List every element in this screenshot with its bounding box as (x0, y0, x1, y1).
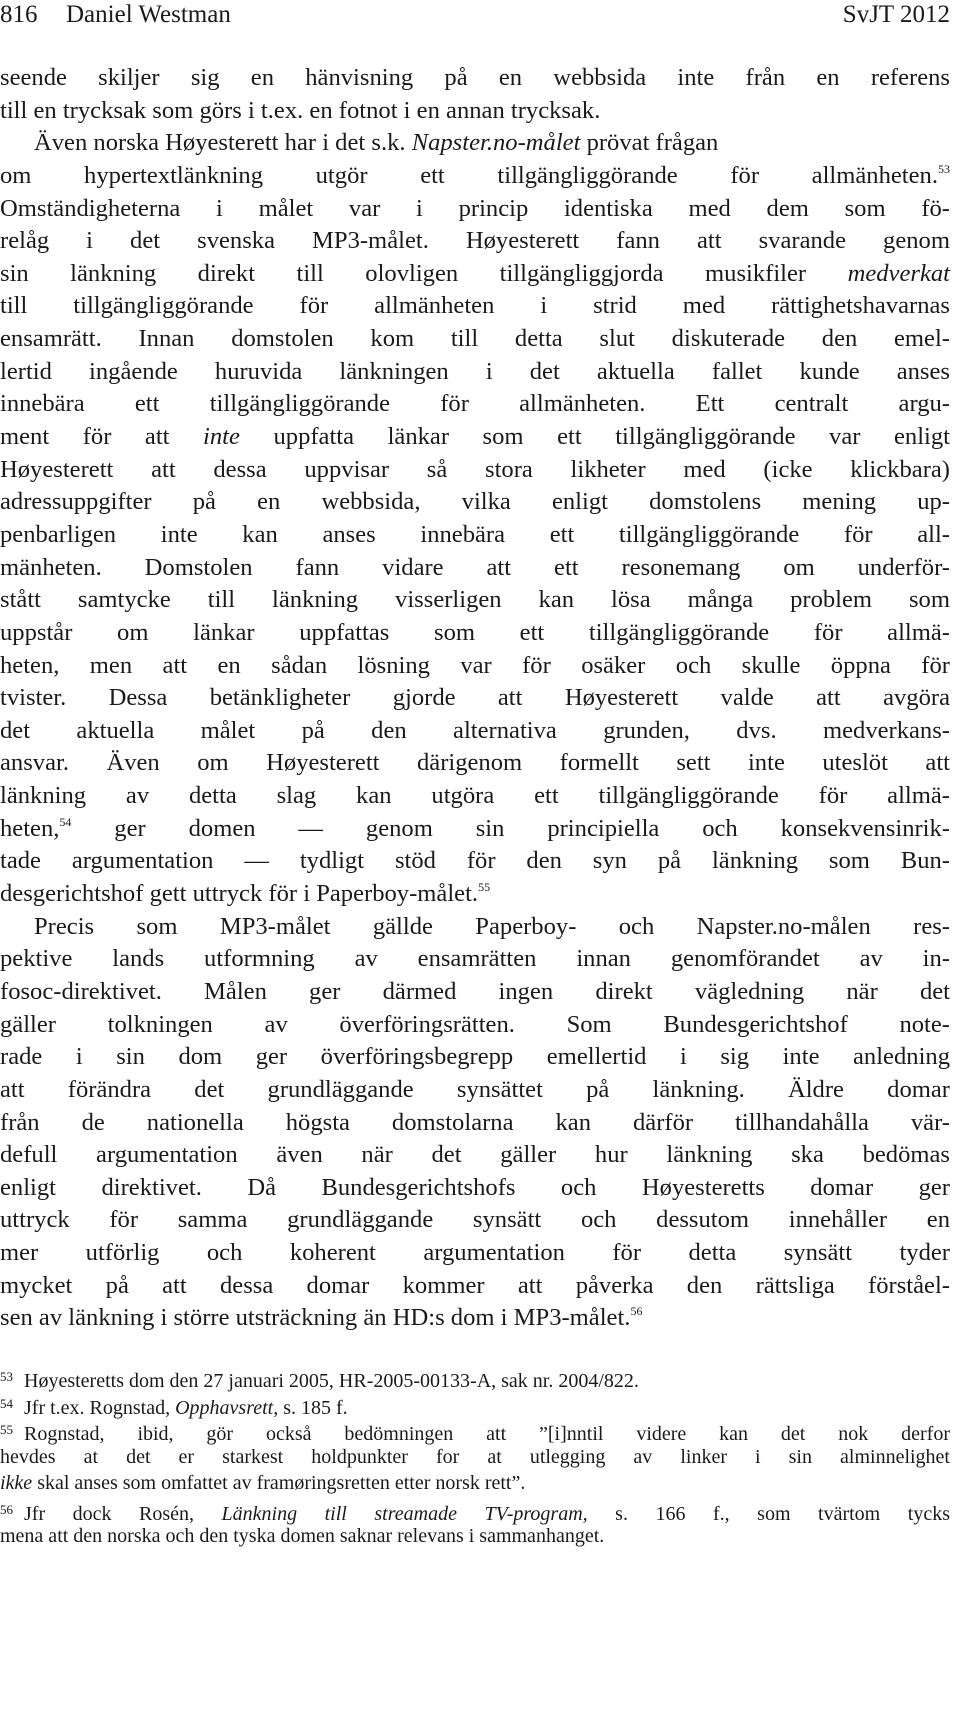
text-line (0, 1107, 950, 1140)
page-header (0, 0, 950, 34)
text-line (0, 650, 950, 683)
text-run: till tillgängliggörande för allmänheten i strid med rättighetshavarnas (0, 292, 950, 320)
text-run: uppfatta länkar som ett tillgängliggörande var enligt (239, 423, 950, 451)
text-line (0, 323, 950, 356)
footnote-ref: 56 (630, 1304, 643, 1319)
text-run: hevdes at det er starkest holdpunkter for at utlegging av linker i sin alminnelighet (0, 1445, 950, 1468)
text-run: mänheten. Domstolen fann vidare att ett resonemang om underför- (0, 553, 950, 581)
text-run: sen av länkning i större utsträckning än HD:s dom i MP3-målet. (0, 1304, 631, 1332)
text-run: innebära ett tillgängliggörande för allmänheten. Ett centralt argu- (0, 390, 950, 418)
text-line (0, 682, 950, 715)
text-line (0, 584, 950, 617)
text-run: Jfr dock Rosén, (24, 1502, 222, 1525)
footnote-ref: 54 (59, 814, 72, 829)
text-line (0, 813, 950, 846)
text-run: det aktuella målet på den alternativa grunden, dvs. medverkans- (0, 716, 950, 744)
footnote-line (0, 1470, 950, 1497)
footnote-number: 54 (0, 1395, 13, 1411)
footnote-line (0, 1391, 950, 1418)
text-run: gäller tolkningen av överföringsrätten. Som Bundesgerichtshof note- (0, 1010, 950, 1038)
italic-text: Länkning till streamade TV-program, (221, 1502, 588, 1525)
text-run: från de nationella högsta domstolarna kan därför tillhandahålla vär- (0, 1108, 950, 1136)
text-run: tvister. Dessa betänkligheter gjorde att Høyesterett valde att avgöra (0, 684, 950, 712)
running-journal: SvJT 2012 (842, 1, 950, 28)
footnotes (0, 1364, 950, 1550)
text-run: ger domen — genom sin principiella och konsekvensinrik- (71, 814, 950, 842)
text-line (0, 1302, 950, 1335)
text-run: heten, (0, 814, 60, 842)
text-run: adressuppgifter på en webbsida, vilka enligt domstolens mening up- (0, 488, 950, 516)
footnote-number: 55 (0, 1422, 13, 1437)
italic-text: inte (203, 423, 240, 451)
italic-text: medverkat (847, 259, 950, 287)
text-run: prövat frågan (580, 129, 719, 157)
footnote-line (0, 1523, 950, 1550)
footnote-line (0, 1444, 950, 1471)
text-run: Precis som MP3-målet gällde Paperboy- och Napster.no-målen res- (34, 912, 950, 940)
text-run: ensamrätt. Innan domstolen kom till detta slut diskuterade den emel- (0, 325, 950, 353)
text-line (0, 1074, 950, 1107)
text-line (0, 1139, 950, 1172)
text-run: stått samtycke till länkning visserligen kan lösa många problem som (0, 586, 950, 614)
text-run: pektive lands utformning av ensamrätten innan genomförandet av in- (0, 945, 950, 973)
text-run: desgerichtshof gett uttryck för i Paperboy-målet. (0, 880, 479, 908)
italic-text: Opphavsrett, (175, 1396, 279, 1419)
text-run: heten, men att en sådan lösning var för osäker och skulle öppna för (0, 651, 950, 679)
text-line (0, 160, 950, 193)
footnote-line (0, 1417, 950, 1444)
footnote-line (0, 1497, 950, 1524)
text-line (0, 780, 950, 813)
text-line (0, 878, 950, 911)
text-line (0, 1270, 950, 1303)
text-run: mena att den norska och den tyska domen saknar relevans i sammanhanget. (0, 1525, 605, 1547)
text-run: fosoc-direktivet. Målen ger därmed ingen direkt vägledning när det (0, 977, 950, 1005)
text-line (0, 62, 950, 95)
text-run: länkning av detta slag kan utgöra ett tillgängliggörande för allmä- (0, 782, 950, 810)
text-run: mer utförlig och koherent argumentation för detta synsätt tyder (0, 1239, 950, 1267)
footnote-ref: 53 (938, 161, 950, 176)
text-line (0, 421, 950, 454)
text-line (0, 127, 950, 160)
text-run: Rognstad, ibid, gör också bedömningen att ”[i]nntil videre kan det nok derfor (24, 1423, 950, 1445)
text-run: seende skiljer sig en hänvisning på en webbsida inte från en referens (0, 64, 950, 91)
text-line (0, 388, 950, 421)
text-run: mycket på att dessa domar kommer att påverka den rättsliga förståel- (0, 1271, 950, 1299)
running-author: Daniel Westman (66, 1, 231, 28)
text-line (0, 356, 950, 389)
text-run: penbarligen inte kan anses innebära ett tillgängliggörande för all- (0, 520, 950, 548)
text-run: lertid ingående huruvida länkningen i det aktuella fallet kunde anses (0, 357, 950, 385)
text-run: s. 185 f. (278, 1396, 348, 1419)
text-run: relåg i det svenska MP3-målet. Høyesterett fann att svarande genom (0, 227, 950, 255)
text-line (0, 1237, 950, 1270)
text-run: Omständigheterna i målet var i princip identiska med dem som fö- (0, 194, 950, 222)
text-line (0, 95, 950, 128)
text-run: s. 166 f., som tvärtom tycks (587, 1502, 950, 1525)
text-line (0, 225, 950, 258)
text-line (0, 552, 950, 585)
text-line (0, 519, 950, 552)
footnote-number: 56 (0, 1501, 13, 1517)
italic-text: Napster.no-målet (411, 129, 581, 157)
text-line (0, 911, 950, 944)
text-run: till en trycksak som görs i t.ex. en fotnot i en annan trycksak. (0, 96, 601, 124)
text-line (0, 486, 950, 519)
text-run: defull argumentation även när det gäller hur länkning ska bedömas (0, 1141, 950, 1169)
text-line (0, 715, 950, 748)
text-line (0, 193, 950, 226)
text-run: om hypertextlänkning utgör ett tillgängliggörande för allmänheten. (0, 161, 938, 189)
text-line (0, 976, 950, 1009)
body-text (0, 62, 950, 1335)
text-run: Høyesterett att dessa uppvisar så stora likheter med (icke klickbara) (0, 455, 950, 483)
footnote-number: 53 (0, 1369, 13, 1384)
text-run: att förändra det grundläggande synsättet på länkning. Äldre domar (0, 1075, 950, 1103)
text-run: tade argumentation — tydligt stöd för den syn på länkning som Bun- (0, 847, 950, 875)
text-run: rade i sin dom ger överföringsbegrepp emellertid i sig inte anledning (0, 1043, 950, 1071)
text-run: ansvar. Även om Høyesterett därigenom formellt sett inte uteslöt att (0, 749, 950, 777)
text-run: enligt direktivet. Då Bundesgerichtshofs och Høyesteretts domar ger (0, 1173, 950, 1201)
text-run: Jfr t.ex. Rognstad, (24, 1396, 176, 1419)
text-line (0, 258, 950, 291)
text-line (0, 1172, 950, 1205)
text-line (0, 747, 950, 780)
text-run: Även norska Høyesterett har i det s.k. (34, 129, 412, 157)
text-run: ment för att (0, 423, 204, 451)
text-line (0, 943, 950, 976)
text-line (0, 1204, 950, 1237)
text-run: uppstår om länkar uppfattas som ett tillgängliggörande för allmä- (0, 618, 950, 646)
text-line (0, 1009, 950, 1042)
text-line (0, 845, 950, 878)
text-line (0, 617, 950, 650)
text-line (0, 1041, 950, 1074)
text-line (0, 290, 950, 323)
italic-text: ikke (0, 1472, 33, 1494)
page-number: 816 (0, 1, 38, 28)
text-run: uttryck för samma grundläggande synsätt och dessutom innehåller en (0, 1206, 950, 1234)
text-run: sin länkning direkt till olovligen tillgängliggjorda musikfiler (0, 259, 848, 287)
text-run: skal anses som omfattet av framøringsretten etter norsk rett”. (32, 1472, 526, 1494)
footnote-ref: 55 (478, 880, 491, 895)
footnote-line (0, 1364, 950, 1391)
text-line (0, 454, 950, 487)
text-run: Høyesteretts dom den 27 januari 2005, HR-2005-00133-A, sak nr. 2004/822. (24, 1370, 639, 1392)
